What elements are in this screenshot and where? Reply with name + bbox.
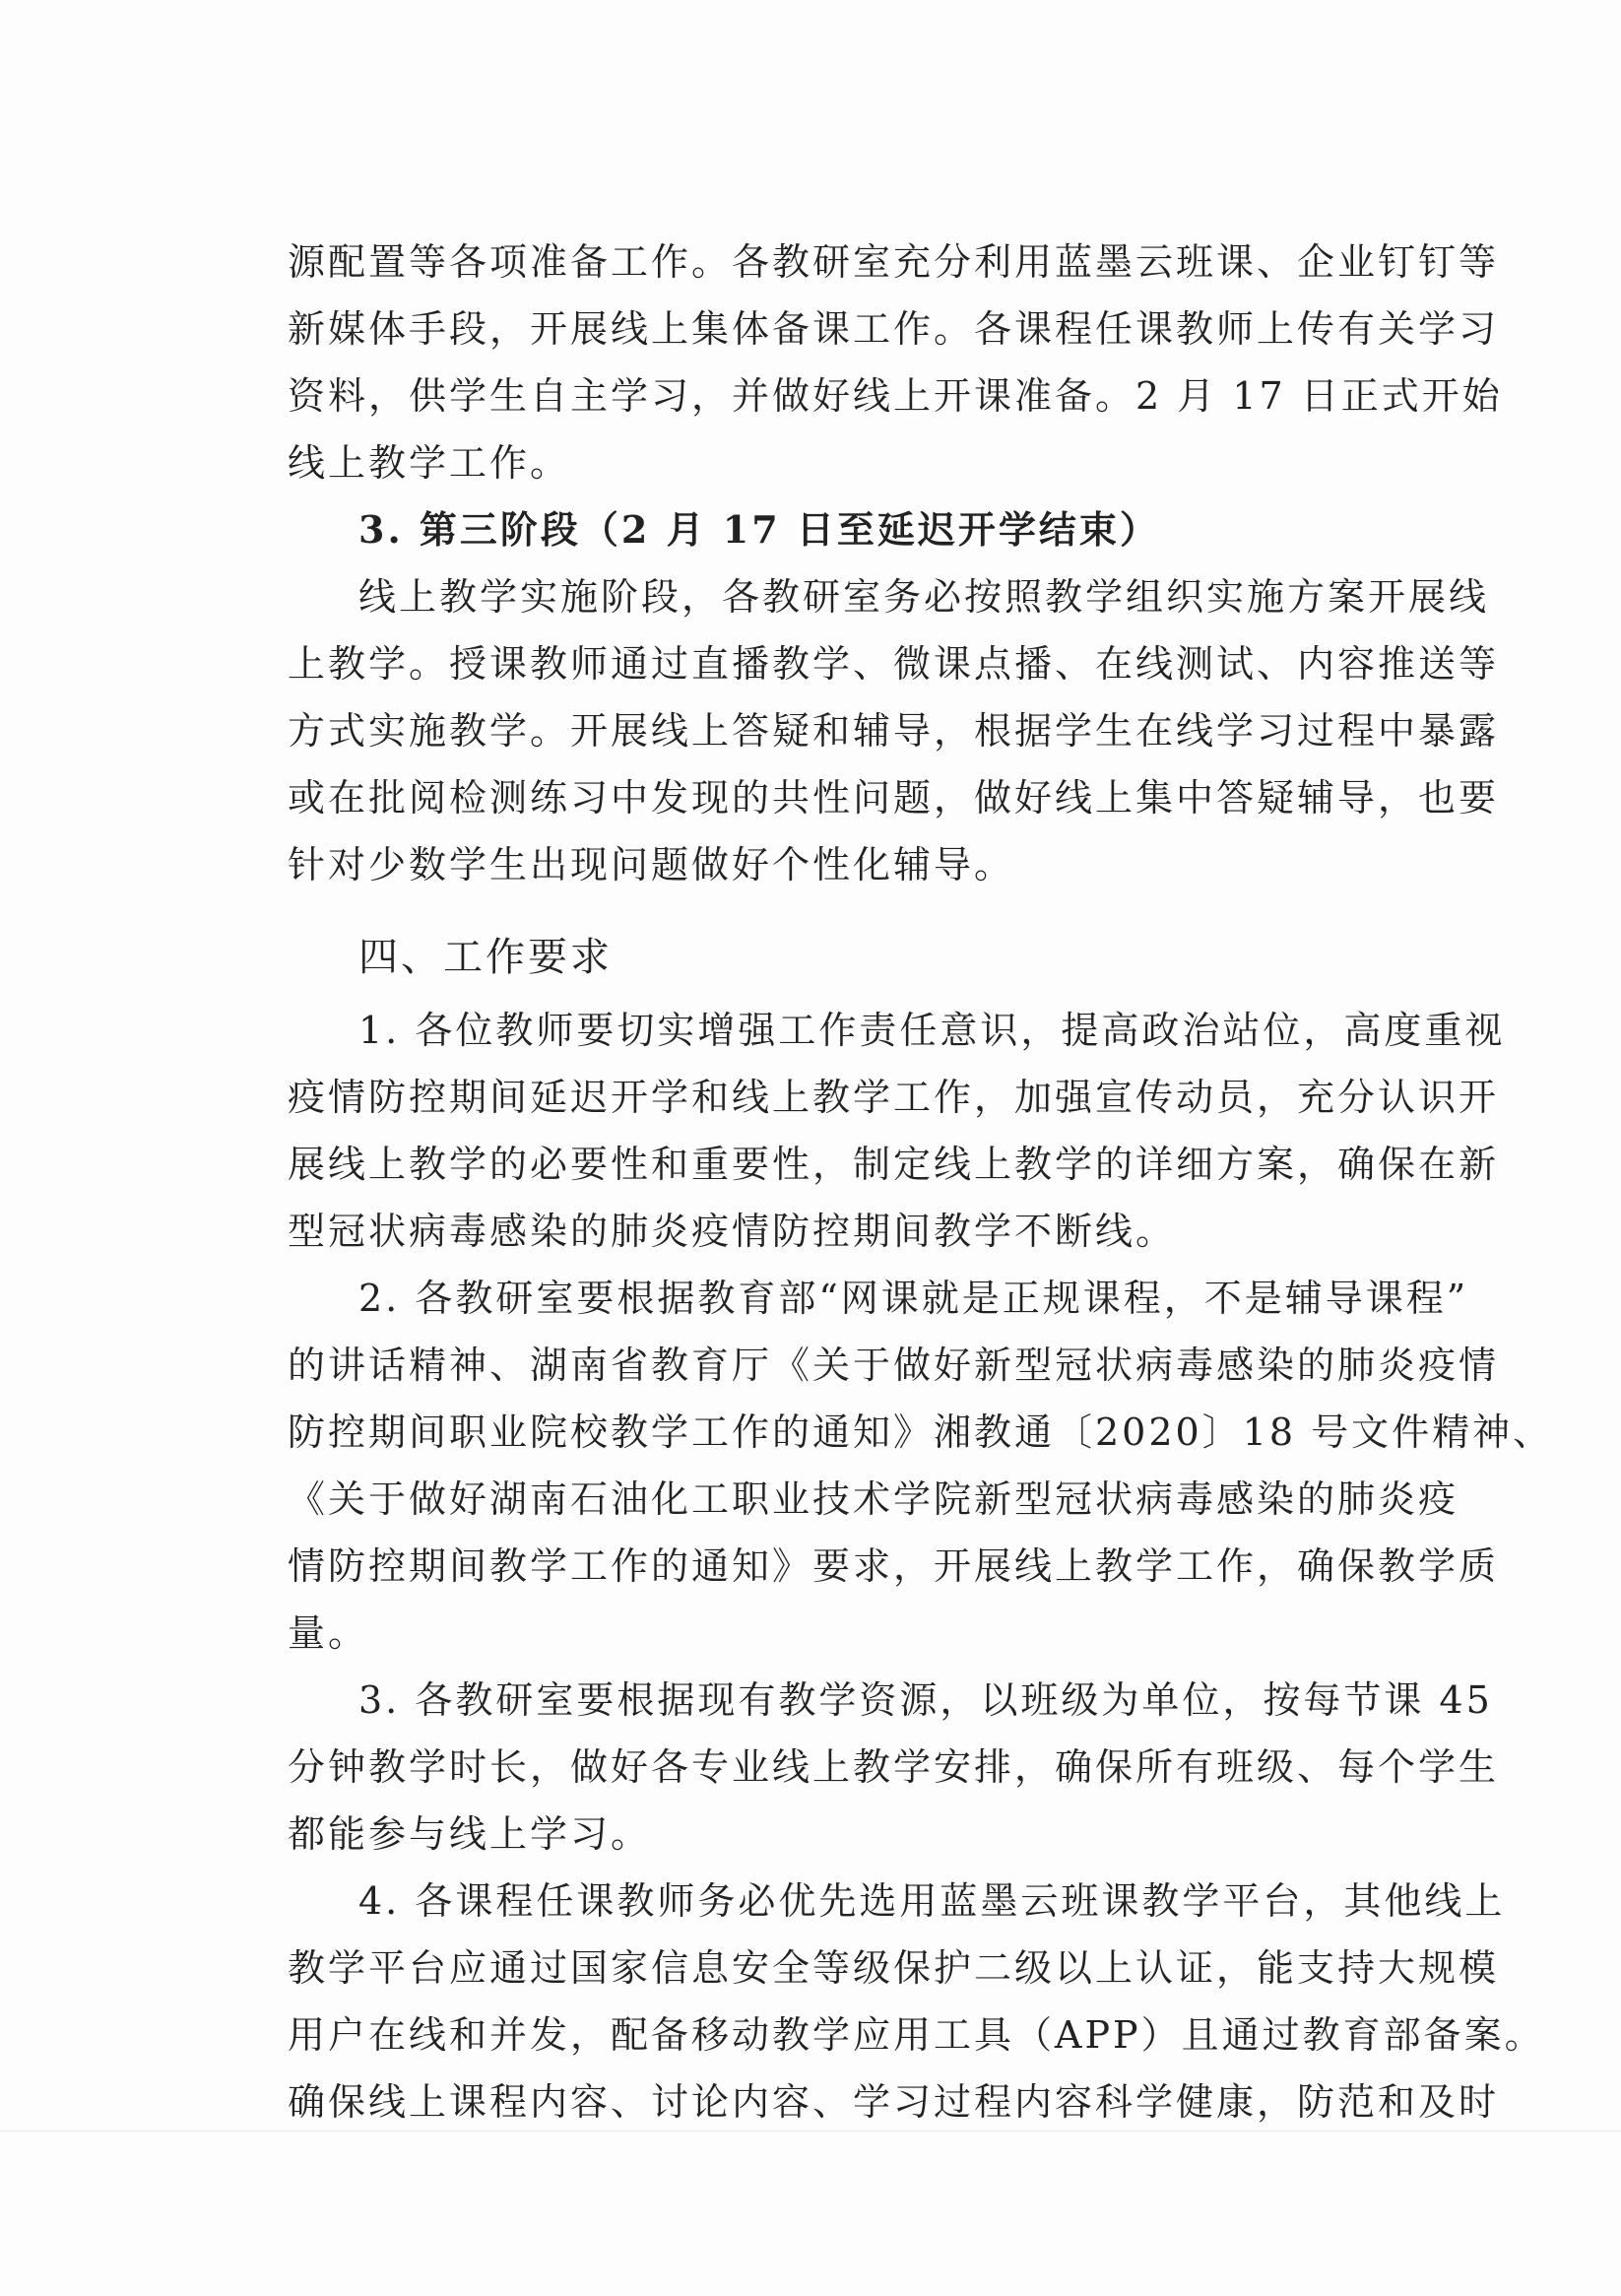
text-line: 用户在线和并发，配备移动教学应用工具（APP）且通过教育部备案。 (288, 2013, 1545, 2057)
text-line: 疫情防控期间延迟开学和线上教学工作，加强宣传动员，充分认识开 (288, 1076, 1500, 1119)
section-spacer (288, 898, 1349, 924)
text-line: 都能参与线上学习。 (288, 1812, 652, 1856)
paragraph-phase3 (288, 563, 1500, 898)
requirement-1 (288, 997, 1506, 1265)
text-line: 或在批阅检测练习中发现的共性问题，做好线上集中答疑辅导，也要 (288, 776, 1500, 820)
text-line: 情防控期间教学工作的通知》要求，开展线上教学工作，确保教学质 (288, 1544, 1500, 1588)
text-line: 源配置等各项准备工作。各教研室充分利用蓝墨云班课、企业钉钉等 (288, 240, 1500, 284)
text-line: 分钟教学时长，做好各专业线上教学安排，确保所有班级、每个学生 (288, 1745, 1500, 1789)
text-line: 的讲话精神、湖南省教育厅《关于做好新型冠状病毒感染的肺炎疫情 (288, 1344, 1500, 1387)
text-line: 2. 各教研室要根据教育部“网课就是正规课程，不是辅导课程” (358, 1277, 1469, 1320)
text-line: 型冠状病毒感染的肺炎疫情防控期间教学不断线。 (288, 1210, 1177, 1253)
text-line: 展线上教学的必要性和重要性，制定线上教学的详细方案，确保在新 (288, 1143, 1500, 1186)
text-line: 量。 (288, 1611, 369, 1655)
text-line: 4. 各课程任课教师务必优先选用蓝墨云班课教学平台，其他线上 (358, 1879, 1506, 1923)
document-body (288, 229, 1554, 2135)
text-line: 《关于做好湖南石油化工职业技术学院新型冠状病毒感染的肺炎疫 (288, 1477, 1459, 1521)
requirement-3 (288, 1667, 1500, 1868)
text-line: 防控期间职业院校教学工作的通知》湘教通〔2020〕18 号文件精神、 (288, 1410, 1554, 1454)
section4-heading: 四、工作要求 (358, 935, 613, 980)
text-line: 3. 各教研室要根据现有教学资源，以班级为单位，按每节课 45 (358, 1678, 1493, 1722)
paragraph-phase2-continuation (288, 229, 1503, 496)
text-line: 资料，供学生自主学习，并做好线上开课准备。2 月 17 日正式开始 (288, 374, 1503, 418)
text-line: 线上教学实施阶段，各教研室务必按照教学组织实施方案开展线 (358, 575, 1490, 619)
text-line: 1. 各位教师要切实增强工作责任意识，提高政治站位，高度重视 (358, 1009, 1506, 1052)
text-line: 教学平台应通过国家信息安全等级保护二级以上认证，能支持大规模 (288, 1946, 1500, 1990)
text-line: 确保线上课程内容、讨论内容、学习过程内容科学健康，防范和及时 (288, 2080, 1500, 2124)
requirement-4 (288, 1868, 1545, 2135)
text-line: 针对少数学生出现问题做好个性化辅导。 (288, 843, 1015, 886)
text-line: 线上教学工作。 (288, 441, 571, 485)
text-line: 上教学。授课教师通过直播教学、微课点播、在线测试、内容推送等 (288, 642, 1500, 686)
scan-edge-line (0, 2131, 1621, 2132)
phase3-heading: 3. 第三阶段（2 月 17 日至延迟开学结束） (358, 507, 1160, 552)
text-line: 新媒体手段，开展线上集体备课工作。各课程任课教师上传有关学习 (288, 307, 1500, 351)
requirement-2 (288, 1265, 1554, 1667)
text-line: 方式实施教学。开展线上答疑和辅导，根据学生在线学习过程中暴露 (288, 709, 1500, 753)
